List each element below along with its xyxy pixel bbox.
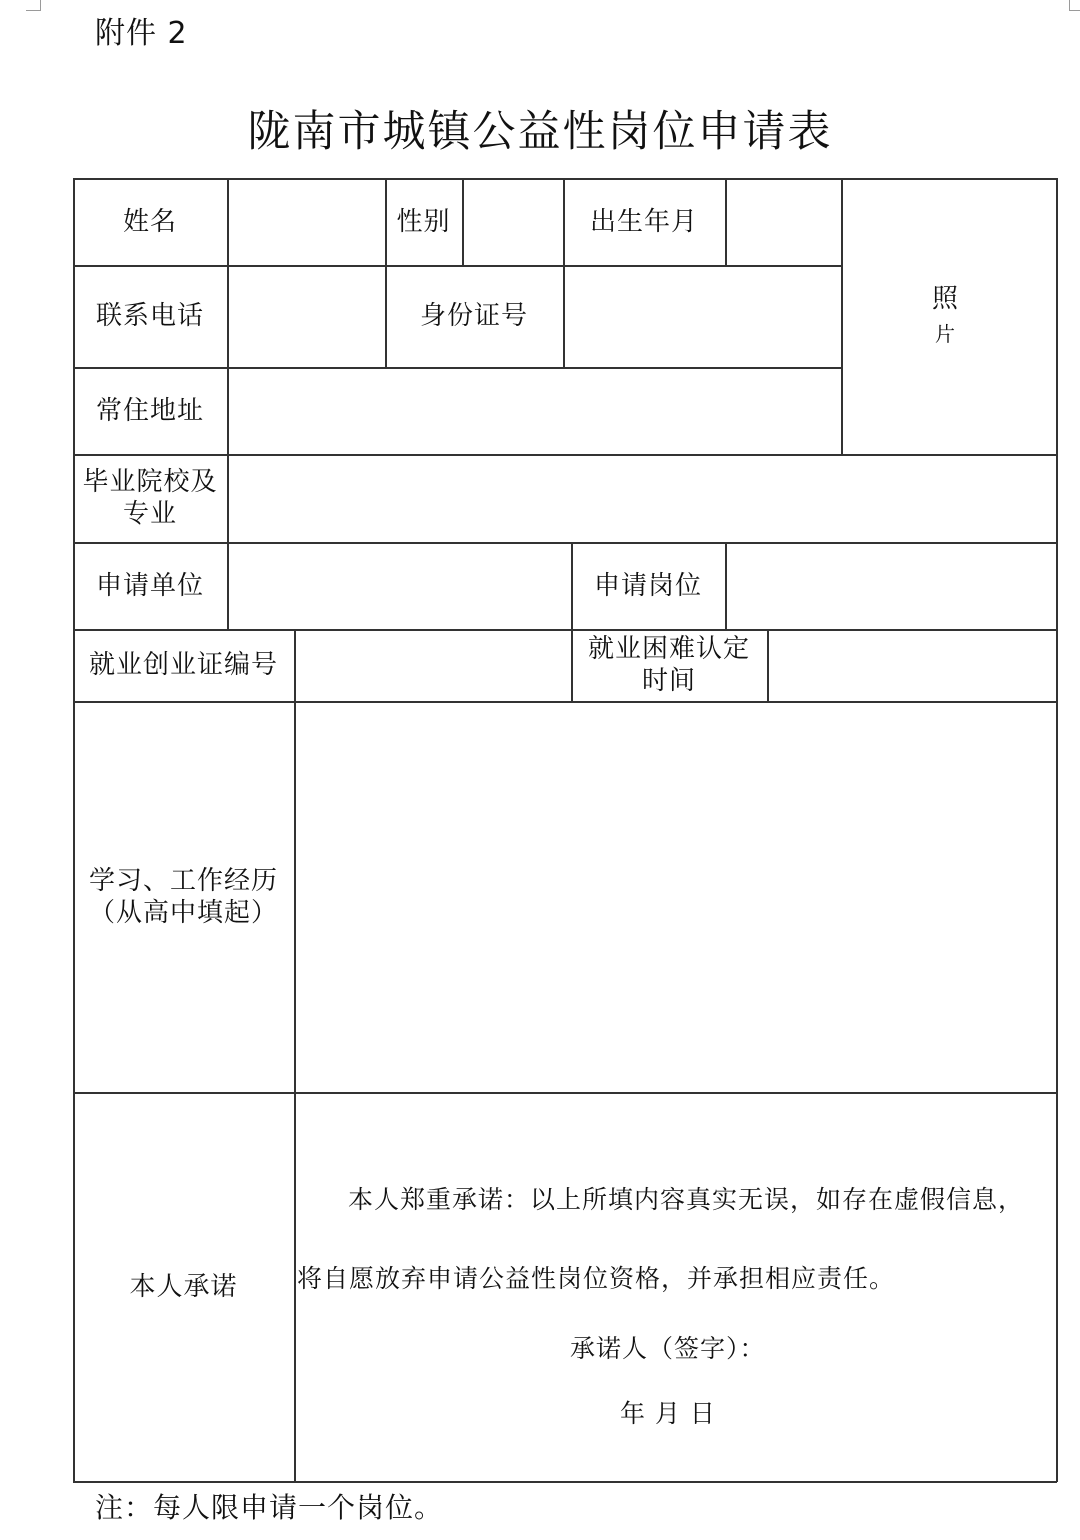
gender-label: 性别 [396, 206, 451, 237]
school-major-label-line1: 毕业院校及 [82, 467, 218, 497]
name-field[interactable] [228, 179, 385, 265]
history-label [73, 701, 294, 1092]
birth-label: 出生年月 [589, 206, 698, 237]
apply-position-label: 申请岗位 [593, 570, 702, 601]
phone-field[interactable] [228, 266, 385, 367]
history-label-line1: 学习、工作经历 [88, 865, 278, 896]
attachment-label: 附件 2 [95, 16, 188, 51]
photo-label-line2: 片 [935, 322, 955, 346]
form-title: 陇南市城镇公益性岗位申请表 [247, 107, 833, 157]
address-field[interactable] [228, 368, 841, 454]
date-label: 年 月 日 [620, 1399, 716, 1428]
difficulty-date-field[interactable] [768, 630, 1056, 701]
difficulty-date-label [571, 629, 767, 701]
history-field[interactable] [295, 702, 1056, 1092]
id-number-field[interactable] [564, 266, 841, 367]
pledge-label: 本人承诺 [129, 1271, 238, 1302]
difficulty-date-label-line2: 时间 [641, 666, 696, 696]
name-label: 姓名 [122, 206, 177, 237]
signature-field[interactable] [780, 1322, 1020, 1366]
signature-label: 承诺人（签字）： [570, 1334, 766, 1363]
employment-cert-field[interactable] [295, 630, 571, 701]
page-corner-mark-left [26, 0, 41, 11]
photo-label-line1: 照 [931, 284, 958, 314]
table-border-bottom [73, 1481, 1057, 1483]
page-corner-mark-right [1069, 0, 1080, 11]
school-major-field[interactable] [228, 455, 1056, 542]
gender-field[interactable] [463, 179, 563, 265]
birth-field[interactable] [726, 179, 841, 265]
apply-unit-label: 申请单位 [95, 570, 204, 601]
pledge-text-line1: 本人郑重承诺：以上所填内容真实无误，如存在虚假信息， [348, 1185, 1025, 1214]
school-major-label-line2: 专业 [122, 499, 177, 529]
phone-label: 联系电话 [95, 301, 204, 331]
apply-position-field[interactable] [726, 543, 1056, 629]
footnote: 注：每人限申请一个岗位。 [95, 1491, 444, 1524]
photo-placeholder [925, 282, 965, 351]
employment-cert-label: 就业创业证编号 [88, 650, 278, 680]
table-border-right [1056, 178, 1058, 1482]
address-label: 常住地址 [95, 395, 204, 426]
school-major-label [73, 454, 227, 542]
difficulty-date-label-line1: 就业困难认定 [587, 634, 750, 664]
history-label-line2: （从高中填起） [88, 897, 278, 928]
pledge-text-line2: 将自愿放弃申请公益性岗位资格，并承担相应责任。 [297, 1264, 896, 1293]
apply-unit-field[interactable] [228, 543, 571, 629]
id-number-label: 身份证号 [419, 301, 528, 331]
